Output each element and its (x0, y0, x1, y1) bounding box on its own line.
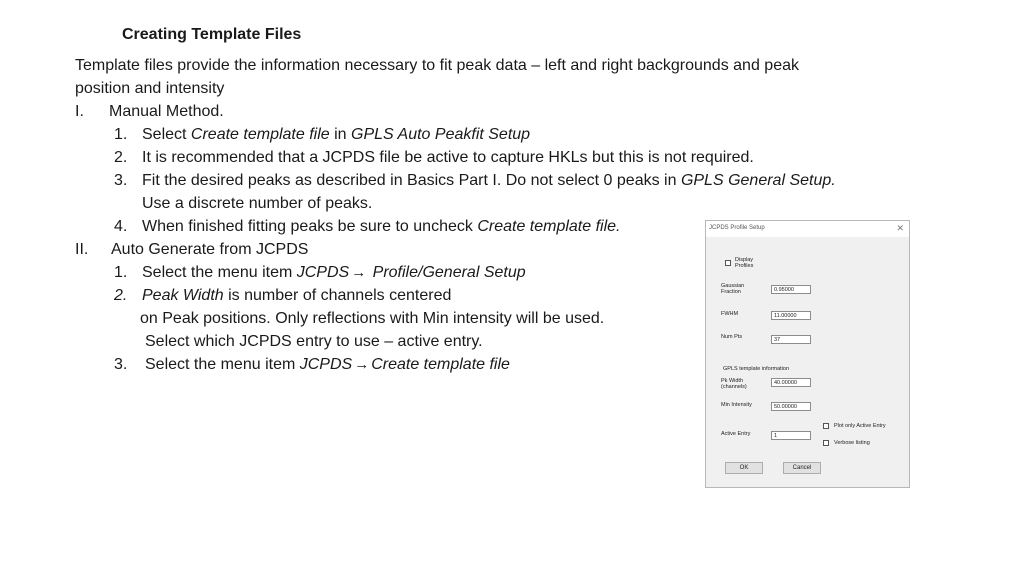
s1-item3-cont: Use a discrete number of peaks. (142, 195, 373, 212)
slide-heading: Creating Template Files (122, 26, 302, 43)
s2-item2-cont-1: on Peak positions. Only reflections with Min intensity will be used. (140, 310, 605, 327)
gaussian-fraction-input[interactable]: 0.95000 (771, 285, 811, 294)
cancel-button[interactable]: Cancel (783, 462, 821, 474)
close-icon[interactable]: ✕ (896, 223, 904, 233)
s2-item2-cont-2: Select which JCPDS entry to use – active entry. (145, 333, 483, 350)
s2-item3-number: 3. (114, 356, 128, 373)
fwhm-input[interactable]: 11.00000 (771, 311, 811, 320)
s1-item2-number: 2. (114, 149, 128, 166)
section-2-number: II. (75, 241, 89, 258)
intro-line-1: Template files provide the information necessary to fit peak data – left and right backgrounds and peak (75, 57, 799, 74)
display-profiles-checkbox[interactable] (725, 260, 731, 266)
s2-item3: Select the menu item JCPDS → Create template file (145, 356, 510, 373)
plot-only-active-label: Plot only Active Entry (834, 423, 886, 429)
section-1-number: I. (75, 103, 84, 120)
ok-button[interactable]: OK (725, 462, 763, 474)
section-1-title: Manual Method. (109, 103, 224, 120)
s2-item1: Select the menu item JCPDS → Profile/General Setup (142, 264, 526, 281)
s1-item1: Select Create template file in GPLS Auto Peakfit Setup (142, 126, 531, 143)
s1-item3: Fit the desired peaks as described in Basics Part I. Do not select 0 peaks in GPLS General Setup. (142, 172, 836, 189)
s1-item4-number: 4. (114, 218, 128, 235)
s2-item2: Peak Width is number of channels centered (142, 287, 452, 304)
pk-width-label: Pk Width (channels) (721, 378, 747, 390)
active-entry-input[interactable]: 1 (771, 431, 811, 440)
verbose-listing-label: Verbose listing (834, 440, 870, 446)
s1-item3-number: 3. (114, 172, 128, 189)
gaussian-fraction-label: Gaussian Fraction (721, 283, 745, 295)
display-profiles-label: Display Profiles (735, 257, 754, 269)
s1-item4: When finished fitting peaks be sure to uncheck Create template file. (142, 218, 621, 235)
fwhm-label: FWHM (721, 311, 739, 317)
gpls-template-info-label: GPLS template information (723, 366, 790, 372)
s2-item2-number: 2. (114, 287, 128, 304)
s1-item2: It is recommended that a JCPDS file be active to capture HKLs but this is not required. (142, 149, 754, 166)
arrow-right-icon: → (351, 264, 367, 281)
jcpds-profile-setup-dialog (705, 220, 910, 488)
pk-width-input[interactable]: 40.00000 (771, 378, 811, 387)
plot-only-active-checkbox[interactable] (823, 423, 829, 429)
dialog-title: JCPDS Profile Setup (709, 225, 765, 231)
verbose-listing-checkbox[interactable] (823, 440, 829, 446)
s1-item1-number: 1. (114, 126, 128, 143)
intro-line-2: position and intensity (75, 80, 225, 97)
arrow-right-icon: → (354, 356, 370, 373)
min-intensity-input[interactable]: 50.00000 (771, 402, 811, 411)
num-pts-label: Num Pts (721, 334, 743, 340)
min-intensity-label: Min Intensity (721, 402, 752, 408)
num-pts-input[interactable]: 37 (771, 335, 811, 344)
active-entry-label: Active Entry (721, 431, 751, 437)
s2-item1-number: 1. (114, 264, 128, 281)
section-2-title: Auto Generate from JCPDS (111, 241, 309, 258)
dialog-titlebar (706, 221, 909, 237)
